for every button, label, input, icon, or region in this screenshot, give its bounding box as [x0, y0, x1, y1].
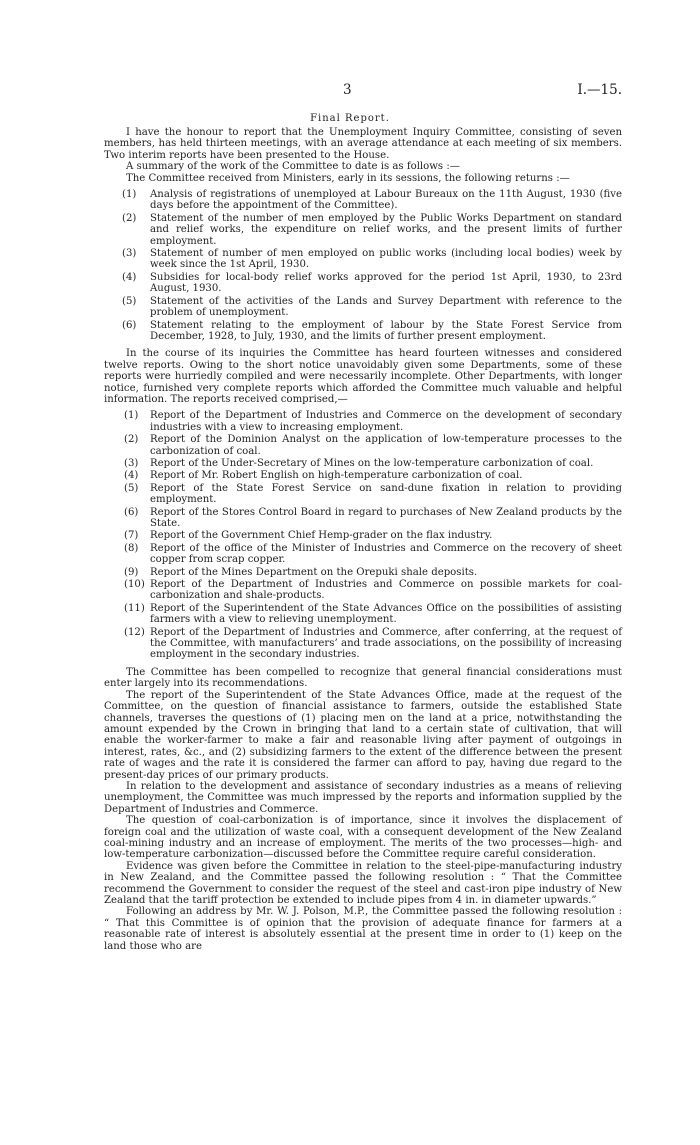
- item-number: (3): [122, 248, 137, 260]
- list-item: [104, 579, 622, 602]
- state-advances-paragraph: The report of the Superintendent of the State Advances Office, made at the request of the Committee, on the question of financial assistance to farmers, outside the established State channels, traverses the questions of (1) placing men on the land at a price, notwithstanding the amount expended by the Crown in bringing that land to a certain state of cultivation, that will enable the worker-farmer to make a fair and reasonable living after payment of outgoings in interest, rates, &c., and (2) subsidizing farmers to the extent of the difference between the present rate of wages and the rate it is considered the farmer can afford to pay, having due regard to the present-day prices of our primary products.: [104, 689, 622, 781]
- returns-list: [104, 189, 622, 342]
- list-item: [104, 603, 622, 626]
- item-number: (12): [124, 626, 145, 638]
- document-reference: I.—15.: [577, 82, 622, 98]
- summary-lead: A summary of the work of the Committee to date is as follows :—: [126, 161, 460, 173]
- page-header: [0, 82, 700, 102]
- financial-considerations-paragraph: The Committee has been compelled to recognize that general financial considerations must enter largely into its recommendations.: [104, 666, 622, 690]
- item-number: (7): [124, 530, 139, 542]
- item-text: Report of the Superintendent of the State Advances Office on the possibilities of assisting farmers with a view to relieving unemployment.: [150, 602, 622, 626]
- item-text: Report of the Stores Control Board in regard to purchases of New Zealand products by the State.: [150, 506, 622, 529]
- item-text: Report of the office of the Minister of Industries and Commerce on the recovery of sheet copper from scrap copper.: [150, 542, 622, 566]
- reports-list: [104, 410, 622, 661]
- item-text: Statement relating to the employment of labour by the State Forest Service from December, 1928, to July, 1930, and the limits of further present employment.: [150, 319, 622, 342]
- page-number: 3: [343, 82, 352, 98]
- item-number: (1): [124, 410, 139, 422]
- list-item: [104, 470, 622, 481]
- item-number: (2): [124, 434, 139, 446]
- item-text: Report of the Mines Department on the Orepuki shale deposits.: [150, 566, 478, 578]
- item-text: Report of the Department of Industries and Commerce on possible markets for coal-carbonization and shale-products.: [150, 579, 622, 602]
- list-item: [104, 627, 622, 661]
- item-text: Subsidies for local-body relief works approved for the period 1st April, 1930, to 23rd August, 1930.: [150, 271, 622, 295]
- item-text: Statement of the number of men employed by the Public Works Department on standard and relief works, the expenditure on relief works, and the present limits of further employment.: [150, 212, 622, 247]
- intro-paragraph: I have the honour to report that the Unemployment Inquiry Committee, consisting of seven members, has held thirteen meetings, with an average attendance at each meeting of six members. Two interim reports have been presented to the House.: [104, 127, 622, 161]
- report-title: Final Report.: [310, 113, 390, 124]
- list-item: [104, 507, 622, 530]
- item-text: Analysis of registrations of unemployed at Labour Bureaux on the 11th August, 1930 (five days before the appointment of the Committee).: [150, 189, 622, 212]
- polson-resolution-paragraph: Following an address by Mr. W. J. Polson, M.P., the Committee passed the following resolution : “ That this Committee is of opinion that the provision of adequate finance for farmers at a reasonable rate of interest is absolutely essential at the present time in order to (1) keep on the land those who are: [104, 906, 622, 952]
- item-text: Statement of the activities of the Lands and Survey Department with reference to the problem of unemployment.: [150, 295, 622, 319]
- coal-carbonization-paragraph: The question of coal-carbonization is of importance, since it involves the displacement of foreign coal and the utilization of waste coal, with a consequent development of the New Zealand coal-mining industry and an increase of employment. The merits of the two processes—high- and low-temperature carbonization—discussed before the Committee require careful consideration.: [104, 815, 622, 861]
- item-text: Report of the Under-Secretary of Mines on the low-temperature carbonization of coal.: [150, 457, 594, 469]
- inquiries-paragraph: In the course of its inquiries the Committee has heard fourteen witnesses and considered twelve reports. Owing to the short notice unavoidably given some Departments, some of these reports were hurriedly compiled and were necessarily incomplete. Other Departments, with longer notice, furnished very complete reports which afforded the Committee much valuable and helpful information. The reports received comprised,—: [104, 348, 622, 405]
- steel-pipe-paragraph: Evidence was given before the Committee in relation to the steel-pipe-manufacturing industry in New Zealand, and the Committee passed the following resolution : “ That the Committee recommend the Government to consider the request of the steel and cast-iron pipe industry of New Zealand that the tariff protection be extended to include pipes from 4 in. in diameter upwards.”: [104, 860, 622, 906]
- list-item: [104, 248, 622, 271]
- list-item: [104, 543, 622, 566]
- item-number: (8): [124, 542, 139, 554]
- item-text: Report of the Government Chief Hemp-grader on the flax industry.: [150, 530, 493, 542]
- list-item: [104, 530, 622, 541]
- item-number: (6): [122, 319, 137, 331]
- list-item: [104, 483, 622, 506]
- returns-lead: The Committee received from Ministers, early in its sessions, the following returns :—: [126, 172, 570, 184]
- list-item: [104, 189, 622, 212]
- list-item: [104, 272, 622, 295]
- item-text: Report of the Dominion Analyst on the application of low-temperature processes to the carbonization of coal.: [150, 434, 622, 457]
- item-number: (4): [124, 470, 139, 482]
- list-item: [104, 567, 622, 578]
- list-item: [104, 434, 622, 457]
- item-text: Statement of number of men employed on public works (including local bodies) week by week since the 1st April, 1930.: [150, 248, 622, 271]
- item-text: Report of Mr. Robert English on high-temperature carbonization of coal.: [150, 470, 523, 482]
- item-number: (6): [124, 506, 139, 518]
- list-item: [104, 410, 622, 433]
- secondary-industries-paragraph: In relation to the development and assistance of secondary industries as a means of relieving unemployment, the Committee was much impressed by the reports and information supplied by the Department of Industries and Commerce.: [104, 780, 622, 815]
- item-number: (5): [122, 295, 137, 307]
- report-body: [104, 127, 622, 952]
- item-number: (10): [124, 579, 145, 591]
- item-number: (2): [122, 212, 137, 224]
- item-text: Report of the Department of Industries and Commerce, after conferring, at the request of the Committee, with manufacturers’ and trade associations, on the possibility of increasing employment in the secondary industries.: [150, 626, 622, 661]
- item-number: (1): [122, 189, 137, 201]
- item-number: (9): [124, 566, 139, 578]
- item-number: (3): [124, 457, 139, 469]
- item-number: (11): [124, 602, 145, 614]
- item-number: (5): [124, 482, 139, 494]
- list-item: [104, 320, 622, 343]
- item-text: Report of the Department of Industries and Commerce on the development of secondary industries with a view to increasing employment.: [150, 410, 622, 433]
- list-item: [104, 213, 622, 247]
- item-text: Report of the State Forest Service on sand-dune fixation in relation to providing employment.: [150, 482, 622, 506]
- list-item: [104, 296, 622, 319]
- item-number: (4): [122, 271, 137, 283]
- list-item: [104, 458, 622, 469]
